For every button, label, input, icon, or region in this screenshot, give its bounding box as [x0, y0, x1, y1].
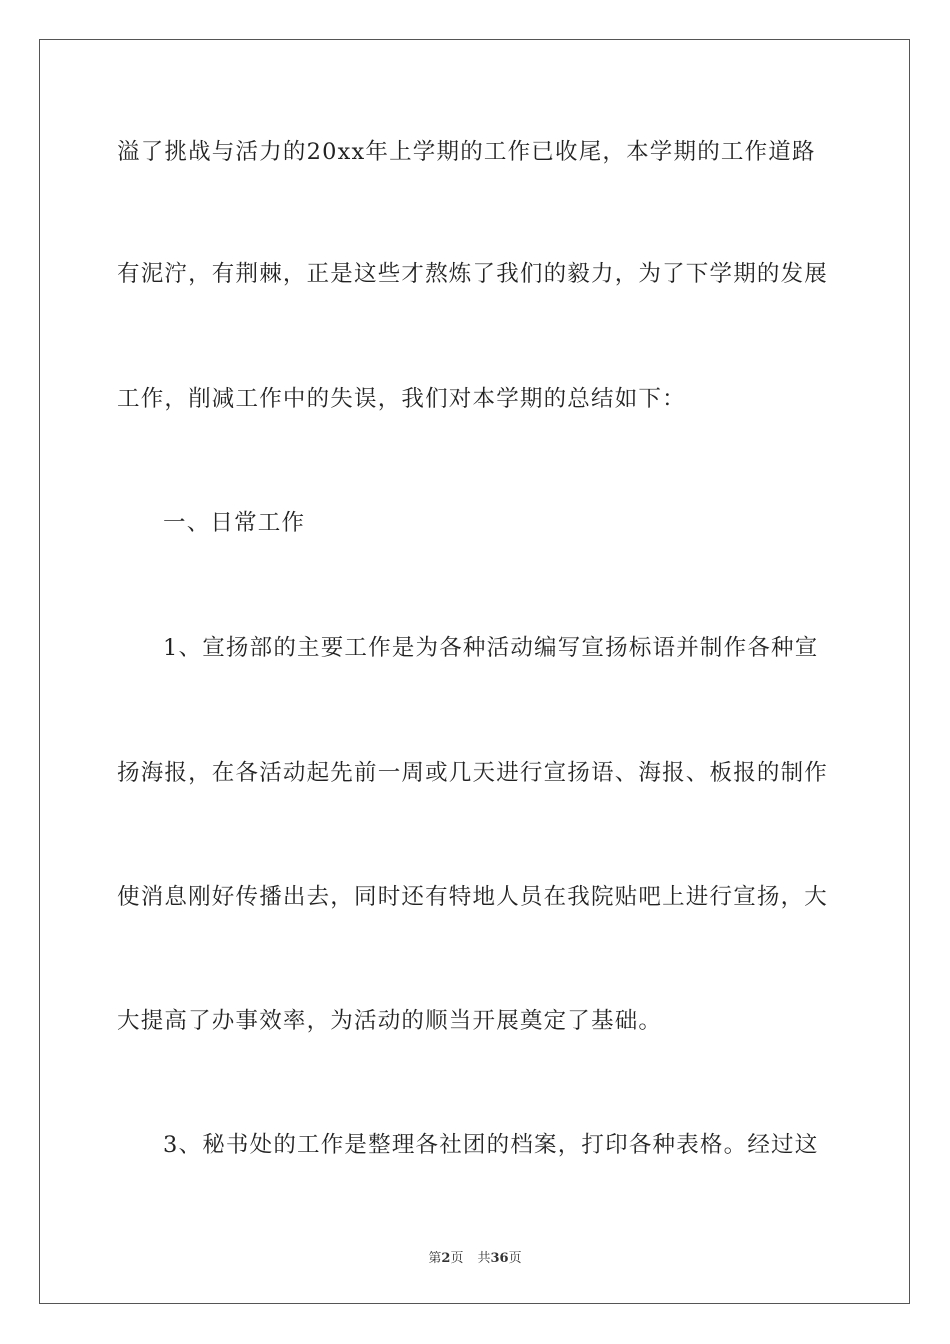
body-line-5: 1、宣扬部的主要工作是为各种活动编写宣扬标语并制作各种宣 [163, 635, 819, 661]
footer-page-suffix: 页 [450, 1251, 464, 1266]
footer-total-suffix: 页 [508, 1251, 522, 1266]
body-line-7: 使消息刚好传播出去，同时还有特地人员在我院贴吧上进行宣扬，大 [117, 884, 829, 910]
section-heading-daily-work: 一、日常工作 [163, 510, 306, 536]
page-footer [0, 1247, 950, 1266]
footer-total-prefix: 共 [477, 1251, 491, 1266]
body-line-3: 工作，削减工作中的失误，我们对本学期的总结如下： [117, 386, 686, 412]
body-line-2: 有泥泞，有荆棘，正是这些才熬炼了我们的毅力，为了下学期的发展 [117, 261, 829, 287]
page-frame [39, 39, 910, 1304]
body-line-6: 扬海报，在各活动起先前一周或几天进行宣扬语、海报、板报的制作 [117, 760, 829, 786]
body-line-9: 3、秘书处的工作是整理各社团的档案，打印各种表格。经过这 [163, 1132, 819, 1158]
footer-total-pages: 36 [490, 1251, 509, 1266]
footer-page-number: 2 [441, 1251, 451, 1266]
body-line-8: 大提高了办事效率，为活动的顺当开展奠定了基础。 [117, 1008, 663, 1034]
body-line-1: 溢了挑战与活力的20xx年上学期的工作已收尾，本学期的工作道路 [117, 139, 816, 165]
footer-page-prefix: 第 [428, 1251, 442, 1266]
